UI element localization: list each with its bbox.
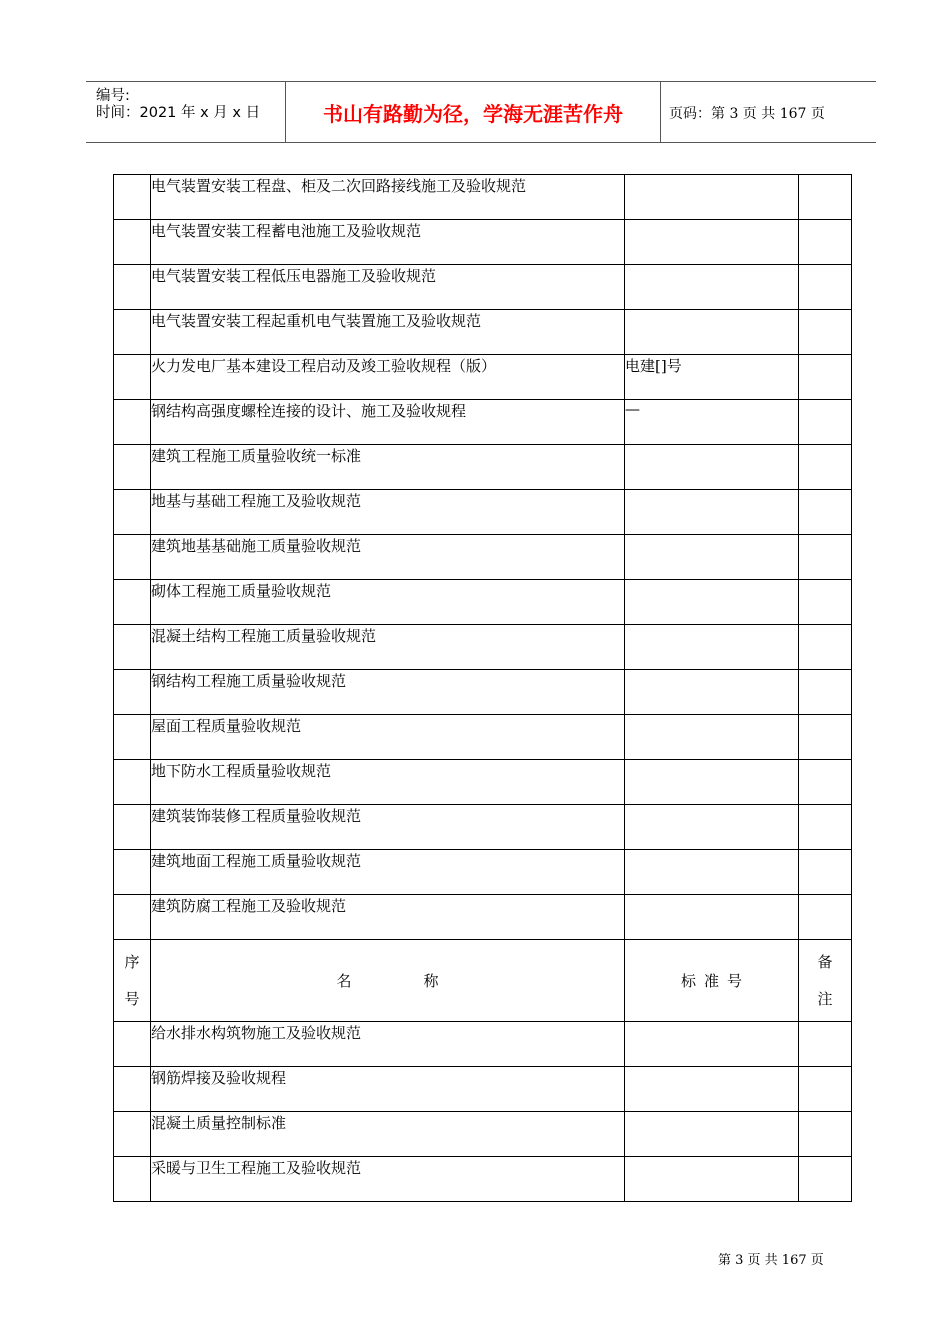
seq-cell xyxy=(114,355,151,400)
seq-cell xyxy=(114,490,151,535)
table-row xyxy=(114,1067,852,1112)
remark-cell xyxy=(799,1112,852,1157)
remark-cell xyxy=(799,355,852,400)
seq-cell xyxy=(114,715,151,760)
table-row xyxy=(114,310,852,355)
table-body-bottom xyxy=(114,1022,852,1202)
name-header xyxy=(151,940,625,1022)
table-row xyxy=(114,670,852,715)
document-number-label: 编号: xyxy=(96,88,130,104)
table-row xyxy=(114,1112,852,1157)
std-cell xyxy=(625,445,799,490)
seq-cell xyxy=(114,175,151,220)
remark-cell xyxy=(799,760,852,805)
name-header-text: 名称 xyxy=(336,972,511,990)
std-cell xyxy=(625,580,799,625)
remark-cell xyxy=(799,175,852,220)
page-footer: 第 3 页 共 167 页 xyxy=(718,1253,824,1268)
remark-cell xyxy=(799,490,852,535)
std-cell xyxy=(625,490,799,535)
std-cell xyxy=(625,670,799,715)
motto-text: 书山有路勤为径，学海无涯苦作舟 xyxy=(323,102,623,126)
seq-cell xyxy=(114,1112,151,1157)
std-cell xyxy=(625,1157,799,1202)
table-row xyxy=(114,445,852,490)
std-header-text: 标准号 xyxy=(680,972,750,990)
seq-cell xyxy=(114,805,151,850)
std-cell xyxy=(625,1022,799,1067)
remark-header xyxy=(799,940,852,1022)
seq-header xyxy=(114,940,151,1022)
seq-cell xyxy=(114,220,151,265)
table-row xyxy=(114,490,852,535)
seq-cell xyxy=(114,400,151,445)
remark-cell xyxy=(799,715,852,760)
table-row xyxy=(114,715,852,760)
table-row xyxy=(114,760,852,805)
header-left-cell xyxy=(86,82,286,142)
table-row xyxy=(114,895,852,940)
name-cell: 电气装置安装工程盘、柜及二次回路接线施工及验收规范 xyxy=(151,175,625,220)
name-cell: 地下防水工程质量验收规范 xyxy=(151,760,625,805)
name-cell: 火力发电厂基本建设工程启动及竣工验收规程（版） xyxy=(151,355,625,400)
seq-cell xyxy=(114,850,151,895)
table-header-section xyxy=(114,940,852,1022)
remark-cell xyxy=(799,805,852,850)
seq-cell xyxy=(114,625,151,670)
table-row xyxy=(114,850,852,895)
table-row xyxy=(114,625,852,670)
seq-header-char-1: 序 xyxy=(124,952,140,971)
table-row xyxy=(114,265,852,310)
std-cell: 电建[]号 xyxy=(625,355,799,400)
name-cell: 电气装置安装工程蓄电池施工及验收规范 xyxy=(151,220,625,265)
remark-cell xyxy=(799,1067,852,1112)
remark-cell xyxy=(799,310,852,355)
std-cell: — xyxy=(625,400,799,445)
name-cell: 建筑工程施工质量验收统一标准 xyxy=(151,445,625,490)
remark-cell xyxy=(799,220,852,265)
table-row xyxy=(114,805,852,850)
remark-header-char-1: 备 xyxy=(817,952,833,971)
remark-cell xyxy=(799,1157,852,1202)
name-cell: 屋面工程质量验收规范 xyxy=(151,715,625,760)
std-cell xyxy=(625,805,799,850)
seq-cell xyxy=(114,310,151,355)
seq-cell xyxy=(114,1157,151,1202)
table-row xyxy=(114,1157,852,1202)
standards-table xyxy=(113,174,852,1202)
std-cell xyxy=(625,265,799,310)
name-cell: 钢结构工程施工质量验收规范 xyxy=(151,670,625,715)
remark-cell xyxy=(799,400,852,445)
name-cell: 钢筋焊接及验收规程 xyxy=(151,1067,625,1112)
seq-cell xyxy=(114,670,151,715)
table-row xyxy=(114,535,852,580)
document-time-label: 时间：2021 年 x 月 x 日 xyxy=(96,105,261,121)
name-cell: 电气装置安装工程低压电器施工及验收规范 xyxy=(151,265,625,310)
std-cell xyxy=(625,760,799,805)
header-page-cell xyxy=(661,82,876,142)
table-row xyxy=(114,1022,852,1067)
page-header xyxy=(86,81,876,143)
std-cell xyxy=(625,1112,799,1157)
seq-cell xyxy=(114,895,151,940)
remark-cell xyxy=(799,850,852,895)
remark-cell xyxy=(799,1022,852,1067)
table-row xyxy=(114,355,852,400)
name-cell: 地基与基础工程施工及验收规范 xyxy=(151,490,625,535)
std-header xyxy=(625,940,799,1022)
name-cell: 建筑防腐工程施工及验收规范 xyxy=(151,895,625,940)
remark-header-char-2: 注 xyxy=(817,989,833,1008)
remark-cell xyxy=(799,895,852,940)
seq-cell xyxy=(114,760,151,805)
std-cell xyxy=(625,535,799,580)
table-row xyxy=(114,220,852,265)
name-cell: 给水排水构筑物施工及验收规范 xyxy=(151,1022,625,1067)
remark-cell xyxy=(799,670,852,715)
remark-cell xyxy=(799,265,852,310)
seq-cell xyxy=(114,265,151,310)
remark-cell xyxy=(799,625,852,670)
name-cell: 建筑装饰装修工程质量验收规范 xyxy=(151,805,625,850)
header-page-info: 页码：第 3 页 共 167 页 xyxy=(669,106,825,122)
table-header-row xyxy=(114,940,852,1022)
std-cell xyxy=(625,895,799,940)
std-cell xyxy=(625,310,799,355)
table-row xyxy=(114,175,852,220)
std-cell xyxy=(625,175,799,220)
name-cell: 电气装置安装工程起重机电气装置施工及验收规范 xyxy=(151,310,625,355)
header-motto-cell xyxy=(286,82,661,142)
std-cell xyxy=(625,220,799,265)
remark-cell xyxy=(799,580,852,625)
table-row xyxy=(114,400,852,445)
name-cell: 采暖与卫生工程施工及验收规范 xyxy=(151,1157,625,1202)
name-cell: 钢结构高强度螺栓连接的设计、施工及验收规程 xyxy=(151,400,625,445)
std-cell xyxy=(625,1067,799,1112)
seq-cell xyxy=(114,580,151,625)
seq-cell xyxy=(114,535,151,580)
name-cell: 混凝土结构工程施工质量验收规范 xyxy=(151,625,625,670)
remark-cell xyxy=(799,535,852,580)
name-cell: 砌体工程施工质量验收规范 xyxy=(151,580,625,625)
std-cell xyxy=(625,850,799,895)
std-cell xyxy=(625,625,799,670)
seq-cell xyxy=(114,445,151,490)
seq-header-char-2: 号 xyxy=(124,989,140,1008)
name-cell: 建筑地基基础施工质量验收规范 xyxy=(151,535,625,580)
std-cell xyxy=(625,715,799,760)
name-cell: 建筑地面工程施工质量验收规范 xyxy=(151,850,625,895)
name-cell: 混凝土质量控制标准 xyxy=(151,1112,625,1157)
table-body-top xyxy=(114,175,852,940)
remark-cell xyxy=(799,445,852,490)
table-row xyxy=(114,580,852,625)
seq-cell xyxy=(114,1067,151,1112)
seq-cell xyxy=(114,1022,151,1067)
